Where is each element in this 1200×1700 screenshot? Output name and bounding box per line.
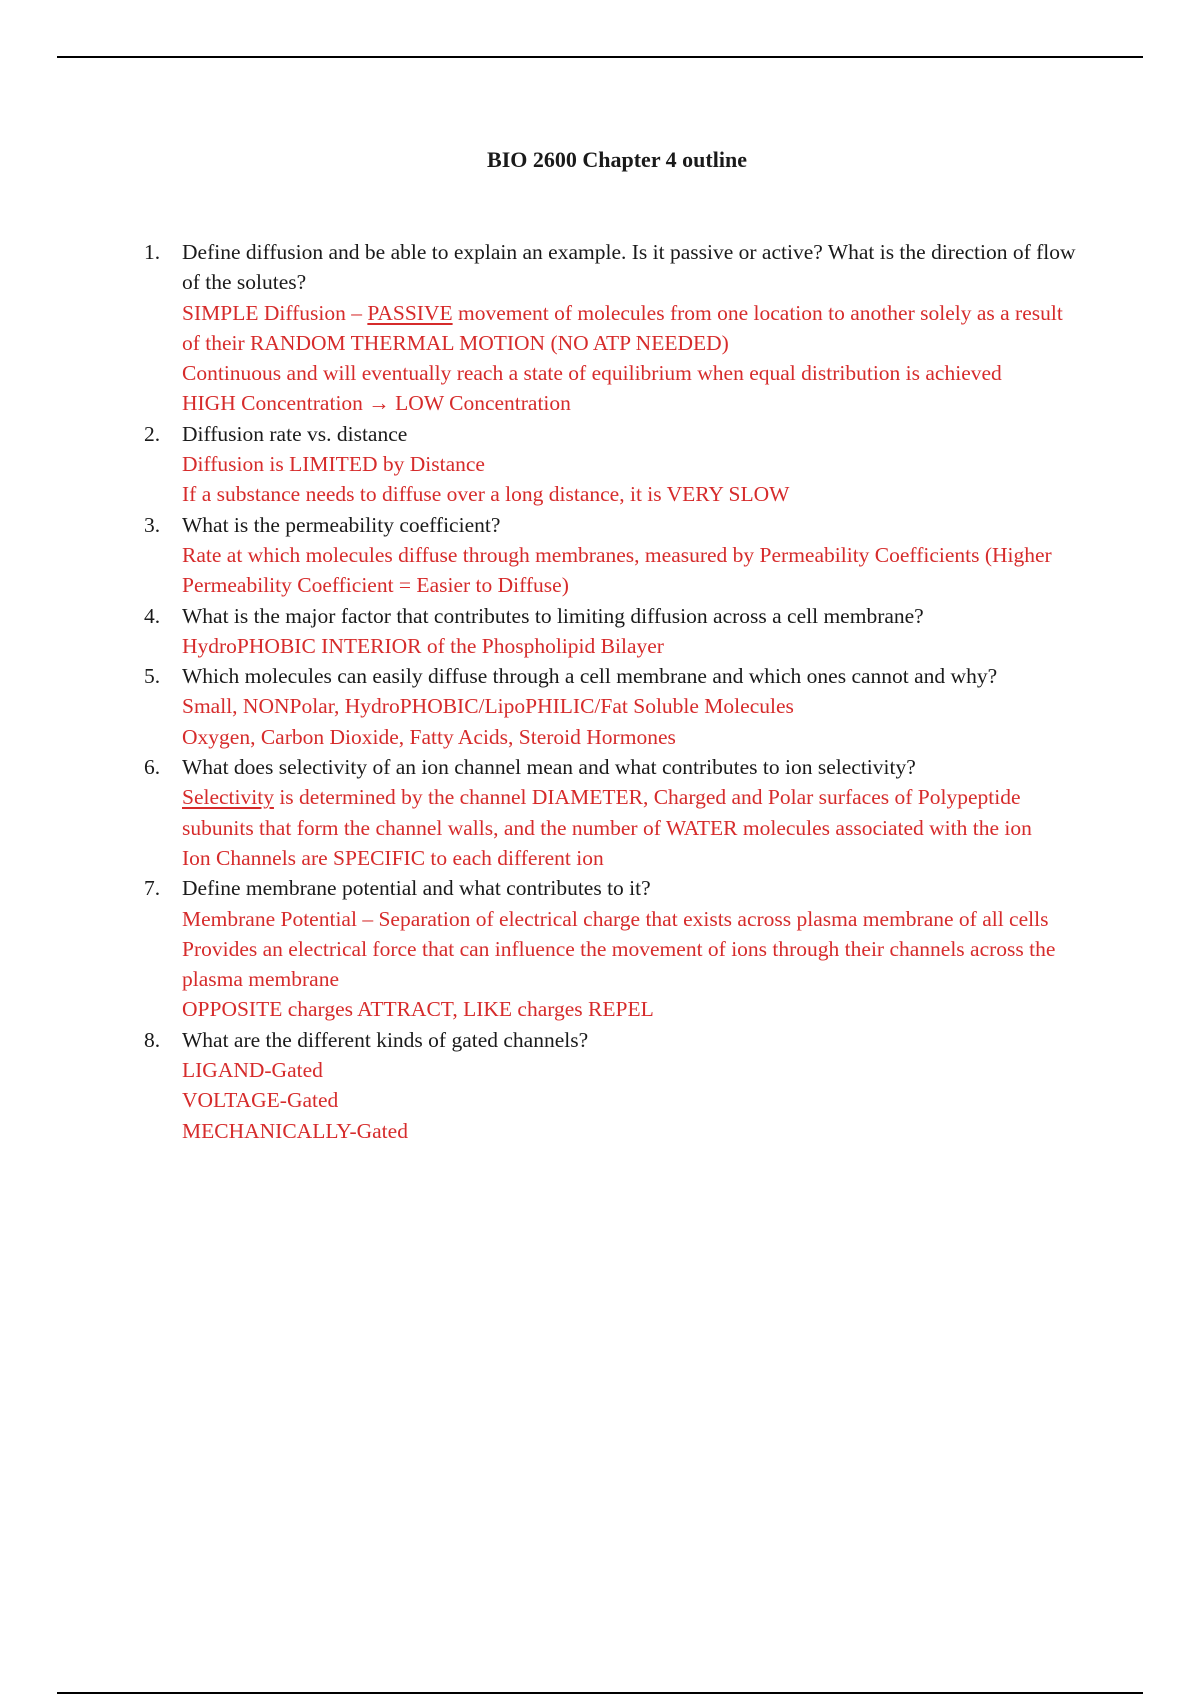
answer-line: OPPOSITE charges ATTRACT, LIKE charges REPEL (182, 997, 654, 1022)
question-text: What is the permeability coefficient? (182, 512, 501, 537)
question-text: Which molecules can easily diffuse through a cell membrane and which ones cannot and why? (182, 664, 998, 689)
answer-line (182, 782, 1082, 843)
answer-line (182, 298, 1082, 359)
document-title: BIO 2600 Chapter 4 outline (487, 147, 747, 172)
answer-line: Small, NONPolar, HydroPHOBIC/LipoPHILIC/Fat Soluble Molecules (182, 694, 794, 719)
answer-line: Continuous and will eventually reach a state of equilibrium when equal distribution is achieved (182, 361, 1002, 386)
item-number: 7. (144, 876, 161, 901)
outline-item-1 (144, 237, 1082, 419)
answer-line: HydroPHOBIC INTERIOR of the Phospholipid Bilayer (182, 633, 664, 658)
outline-list (144, 237, 1082, 1146)
outline-item-4 (144, 601, 1082, 662)
item-number: 2. (144, 421, 161, 446)
outline-item-5 (144, 661, 1082, 752)
item-number: 4. (144, 603, 161, 628)
item-number: 6. (144, 755, 161, 780)
answer-line: HIGH Concentration → LOW Concentration (182, 391, 571, 416)
outline-item-3 (144, 510, 1082, 601)
item-number: 1. (144, 240, 161, 264)
question-text: What does selectivity of an ion channel mean and what contributes to ion selectivity? (182, 755, 916, 780)
answer-line: Oxygen, Carbon Dioxide, Fatty Acids, Steroid Hormones (182, 724, 676, 749)
bottom-rule (57, 1692, 1143, 1694)
top-rule (57, 56, 1143, 58)
answer-text: movement of molecules from one location to another solely as a result of their RANDOM THERMAL MOTION (NO ATP NEEDED) (182, 300, 1063, 355)
answer-line: VOLTAGE-Gated (182, 1088, 339, 1113)
answer-line: If a substance needs to diffuse over a long distance, it is VERY SLOW (182, 482, 790, 507)
answer-line: Rate at which molecules diffuse through membranes, measured by Permeability Coefficients (Higher Permeability Coefficient = Easier to Diffuse) (182, 542, 1052, 598)
answer-line: Diffusion is LIMITED by Distance (182, 452, 485, 477)
answer-line: LIGAND-Gated (182, 1058, 323, 1083)
outline-item-8 (144, 1025, 1082, 1146)
underlined-term: Selectivity (182, 785, 274, 810)
outline-item-6 (144, 752, 1082, 873)
question-text: What are the different kinds of gated channels? (182, 1027, 589, 1052)
question-text: Diffusion rate vs. distance (182, 421, 408, 446)
answer-line: Ion Channels are SPECIFIC to each different ion (182, 845, 604, 870)
question-text: Define diffusion and be able to explain an example. Is it passive or active? What is the direction of flow of the solutes? (182, 240, 1076, 295)
item-number: 5. (144, 664, 161, 689)
answer-line: MECHANICALLY-Gated (182, 1118, 408, 1143)
answer-line: Provides an electrical force that can influence the movement of ions through their channels across the plasma membrane (182, 936, 1056, 992)
answer-text: is determined by the channel DIAMETER, Charged and Polar surfaces of Polypeptide subunits that form the channel walls, and the number of WATER molecules associated with the ion (182, 785, 1032, 840)
outline-item-2 (144, 419, 1082, 510)
item-number: 8. (144, 1027, 161, 1052)
question-text: What is the major factor that contributes to limiting diffusion across a cell membrane? (182, 603, 924, 628)
answer-line: Membrane Potential – Separation of electrical charge that exists across plasma membrane of all cells (182, 906, 1049, 931)
underlined-term: PASSIVE (367, 300, 453, 325)
question-text: Define membrane potential and what contributes to it? (182, 876, 651, 901)
item-number: 3. (144, 512, 161, 537)
answer-text: SIMPLE Diffusion – (182, 300, 368, 325)
outline-item-7 (144, 873, 1082, 1024)
